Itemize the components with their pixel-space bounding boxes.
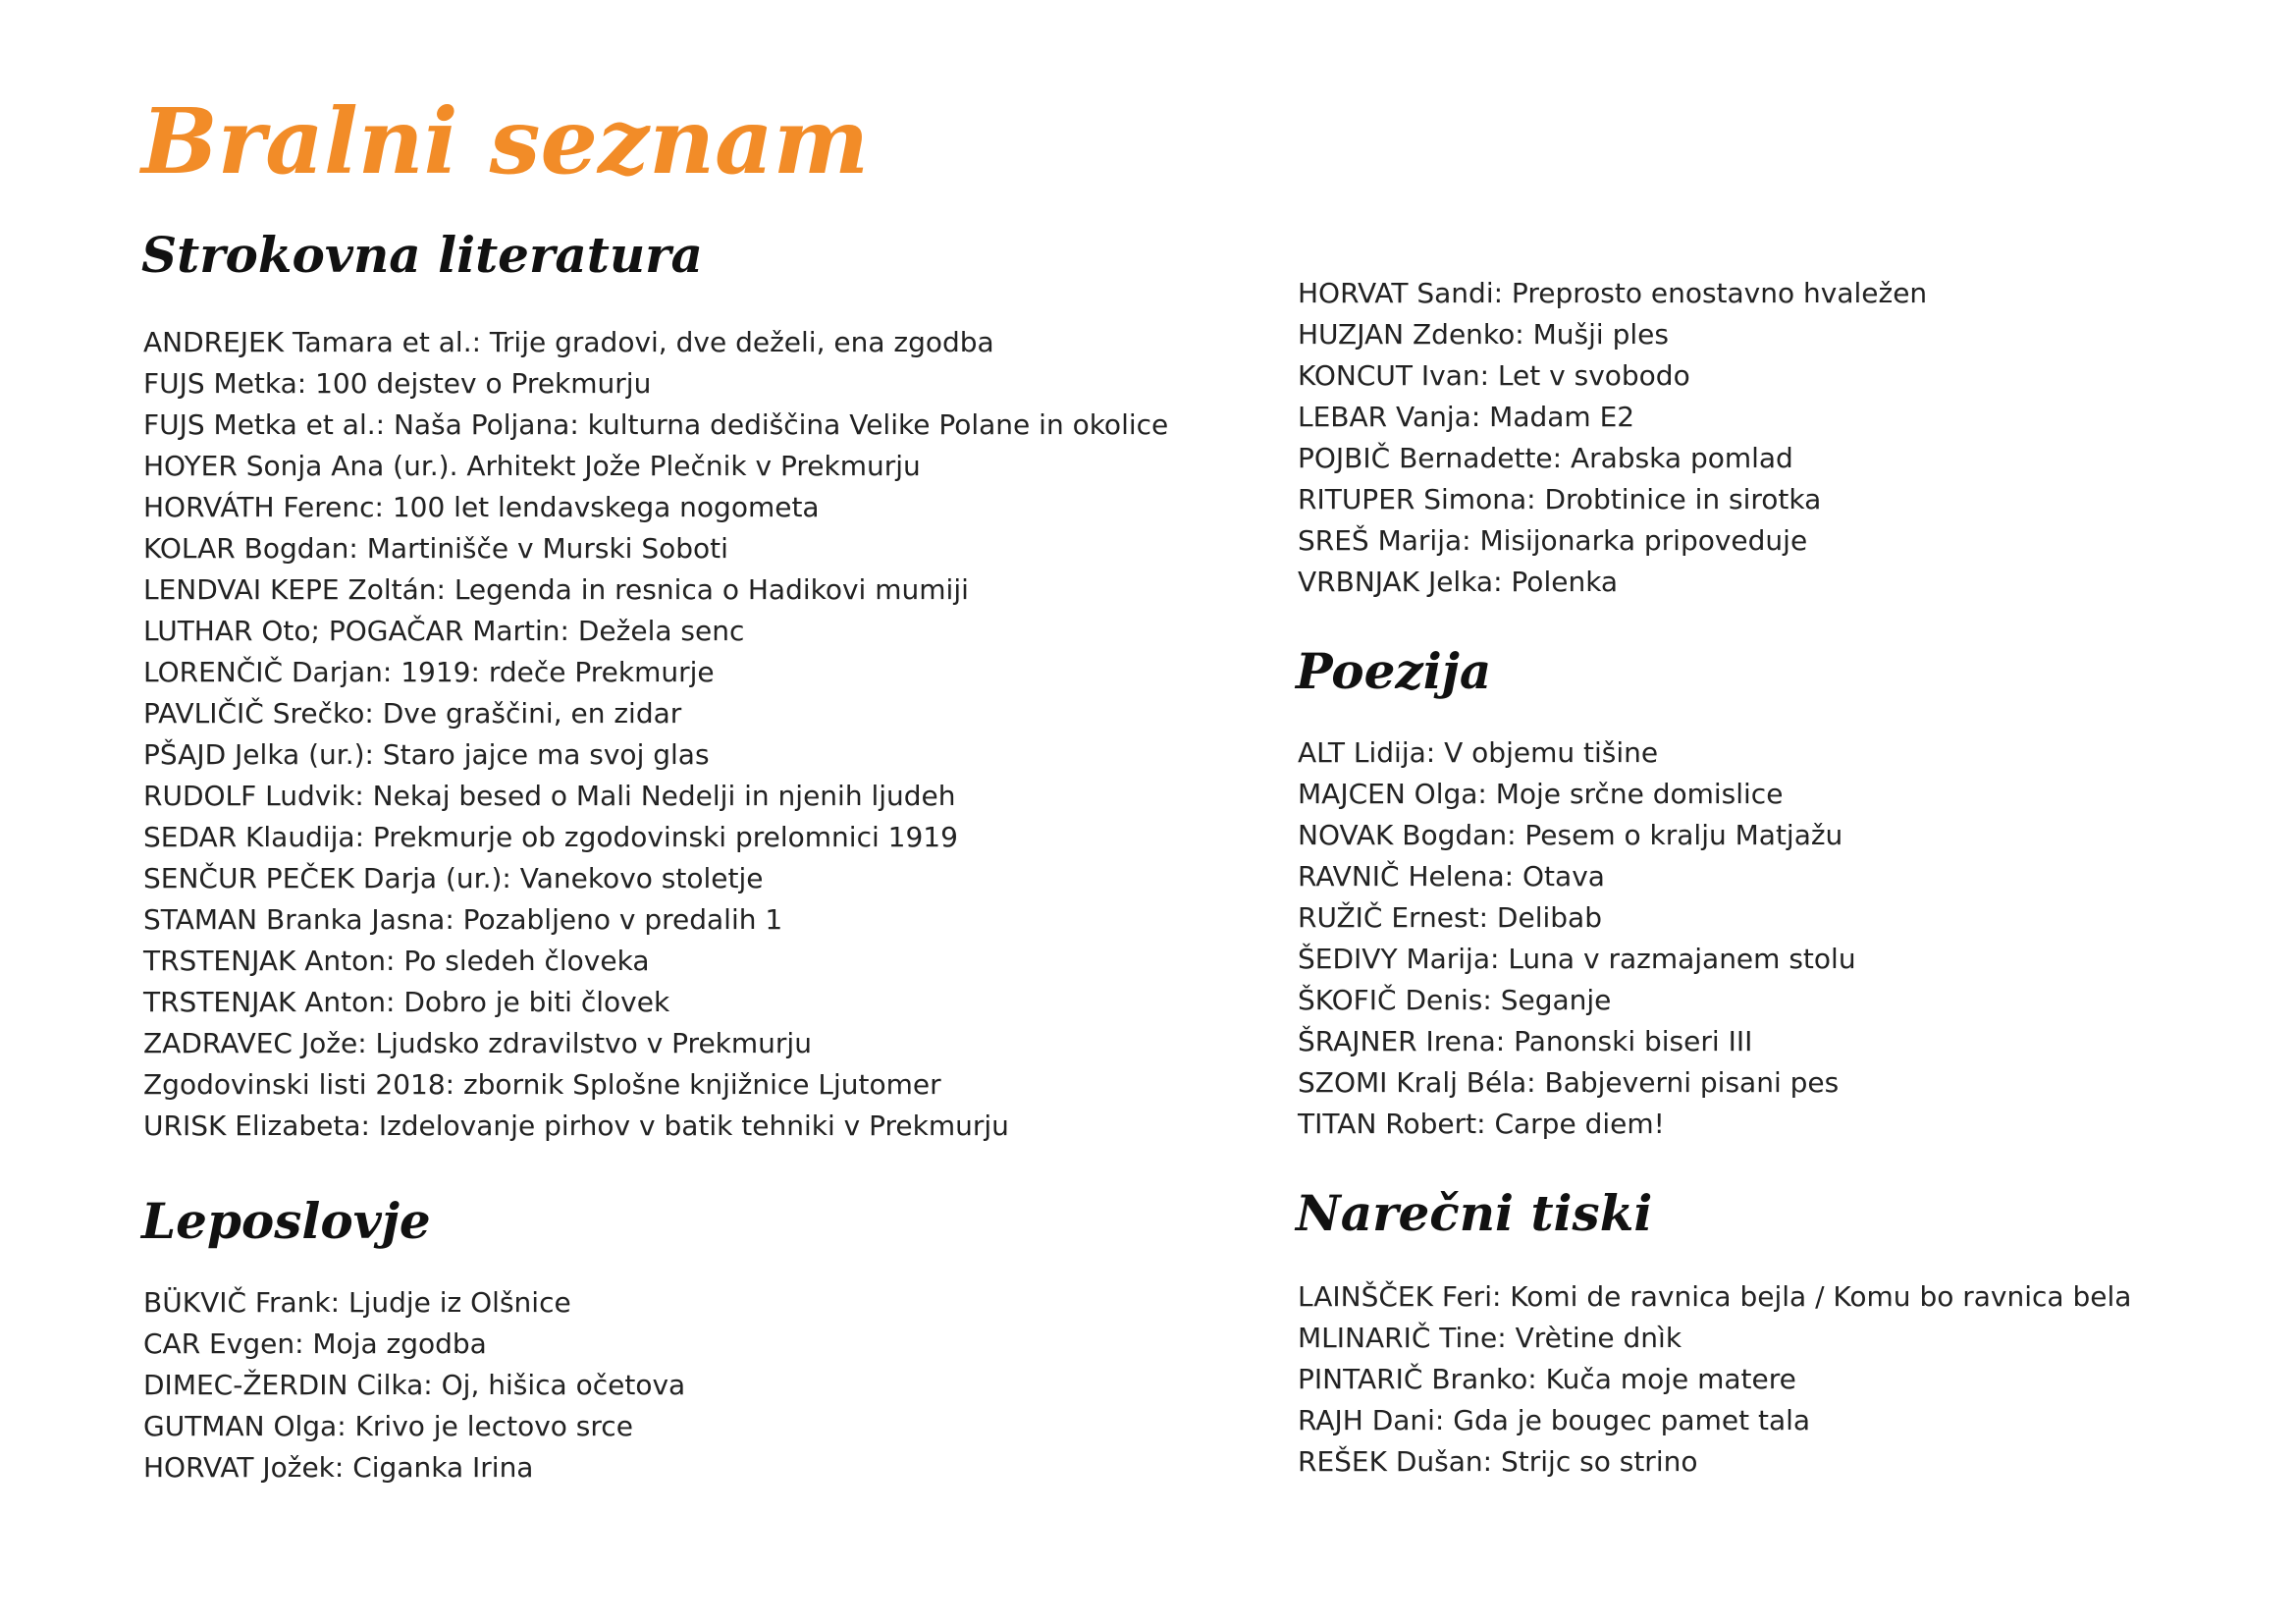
list-item: POJBIČ Bernadette: Arabska pomlad (1298, 442, 1793, 474)
list-item: NOVAK Bogdan: Pesem o kralju Matjažu (1298, 819, 1843, 851)
page-title: Bralni seznam (141, 88, 870, 194)
list-item: ŠKOFIČ Denis: Seganje (1298, 984, 1612, 1016)
list-item: VRBNJAK Jelka: Polenka (1298, 566, 1619, 598)
list-item: HOYER Sonja Ana (ur.). Arhitekt Jože Plečnik v Prekmurju (143, 450, 921, 482)
list-item: REŠEK Dušan: Strijc so strino (1298, 1445, 1698, 1478)
list-item: URISK Elizabeta: Izdelovanje pirhov v batik tehniki v Prekmurju (143, 1110, 1009, 1142)
list-item: LENDVAI KEPE Zoltán: Legenda in resnica o Hadikovi mumiji (143, 573, 969, 606)
list-item: SREŠ Marija: Misijonarka pripoveduje (1298, 524, 1808, 557)
list-item: HORVAT Sandi: Preprosto enostavno hvaležen (1298, 277, 1928, 309)
list-item: Zgodovinski listi 2018: zbornik Splošne knjižnice Ljutomer (143, 1068, 941, 1101)
list-item: MLINARIČ Tine: Vrètine dnìk (1298, 1322, 1682, 1354)
list-item: RITUPER Simona: Drobtinice in sirotka (1298, 483, 1822, 515)
list-item: CAR Evgen: Moja zgodba (143, 1327, 487, 1360)
list-item: RUDOLF Ludvik: Nekaj besed o Mali Nedelji in njenih ljudeh (143, 780, 956, 812)
list-item: PAVLIČIČ Srečko: Dve graščini, en zidar (143, 697, 682, 730)
list-item: RUŽIČ Ernest: Delibab (1298, 901, 1602, 934)
list-item: TRSTENJAK Anton: Po sledeh človeka (143, 945, 650, 977)
section-heading-strokovna-literatura: Strokovna literatura (141, 226, 703, 284)
list-item: HORVAT Jožek: Ciganka Irina (143, 1451, 534, 1484)
list-item: ALT Lidija: V objemu tišine (1298, 736, 1659, 769)
list-item: DIMEC-ŽERDIN Cilka: Oj, hišica očetova (143, 1369, 686, 1401)
list-item: RAVNIČ Helena: Otava (1298, 860, 1605, 893)
list-item: STAMAN Branka Jasna: Pozabljeno v predalih 1 (143, 903, 783, 936)
list-item: FUJS Metka et al.: Naša Poljana: kulturna dediščina Velike Polane in okolice (143, 408, 1169, 441)
list-item: ŠEDIVY Marija: Luna v razmajanem stolu (1298, 943, 1856, 975)
list-item: GUTMAN Olga: Krivo je lectovo srce (143, 1410, 633, 1442)
list-item: TITAN Robert: Carpe diem! (1298, 1108, 1665, 1140)
list-item: LORENČIČ Darjan: 1919: rdeče Prekmurje (143, 656, 715, 688)
list-poezija (1298, 732, 1856, 1145)
section-heading-poezija: Poezija (1296, 642, 1492, 700)
list-item: LAINŠČEK Feri: Komi de ravnica bejla / Komu bo ravnica bela (1298, 1280, 2132, 1313)
list-item: HORVÁTH Ferenc: 100 let lendavskega nogometa (143, 491, 820, 523)
list-item: HUZJAN Zdenko: Mušji ples (1298, 318, 1669, 351)
list-item: FUJS Metka: 100 dejstev o Prekmurju (143, 367, 652, 400)
list-item: ANDREJEK Tamara et al.: Trije gradovi, dve deželi, ena zgodba (143, 326, 994, 358)
list-item: LUTHAR Oto; POGAČAR Martin: Dežela senc (143, 615, 745, 647)
list-item: SZOMI Kralj Béla: Babjeverni pisani pes (1298, 1066, 1840, 1099)
list-item: ŠRAJNER Irena: Panonski biseri III (1298, 1025, 1753, 1057)
section-heading-leposlovje: Leposlovje (141, 1192, 431, 1250)
list-item: SENČUR PEČEK Darja (ur.): Vanekovo stoletje (143, 862, 764, 894)
list-item: LEBAR Vanja: Madam E2 (1298, 401, 1635, 433)
list-item: PŠAJD Jelka (ur.): Staro jajce ma svoj glas (143, 738, 710, 771)
list-item: BÜKVIČ Frank: Ljudje iz Olšnice (143, 1286, 571, 1319)
list-item: MAJCEN Olga: Moje srčne domislice (1298, 778, 1784, 810)
list-item: ZADRAVEC Jože: Ljudsko zdravilstvo v Prekmurju (143, 1027, 812, 1059)
list-leposlovje (143, 1282, 685, 1489)
list-item: SEDAR Klaudija: Prekmurje ob zgodovinski prelomnici 1919 (143, 821, 958, 853)
list-item: KOLAR Bogdan: Martinišče v Murski Soboti (143, 532, 728, 565)
list-item: PINTARIČ Branko: Kuča moje matere (1298, 1363, 1796, 1395)
section-heading-narecni-tiski: Narečni tiski (1296, 1184, 1653, 1242)
list-item: TRSTENJAK Anton: Dobro je biti človek (143, 986, 670, 1018)
list-strokovna-literatura (143, 322, 1168, 1147)
list-item: RAJH Dani: Gda je bougec pamet tala (1298, 1404, 1811, 1436)
list-leposlovje-continued (1298, 273, 1927, 603)
list-narecni-tiski (1298, 1276, 2131, 1483)
list-item: KONCUT Ivan: Let v svobodo (1298, 359, 1690, 392)
